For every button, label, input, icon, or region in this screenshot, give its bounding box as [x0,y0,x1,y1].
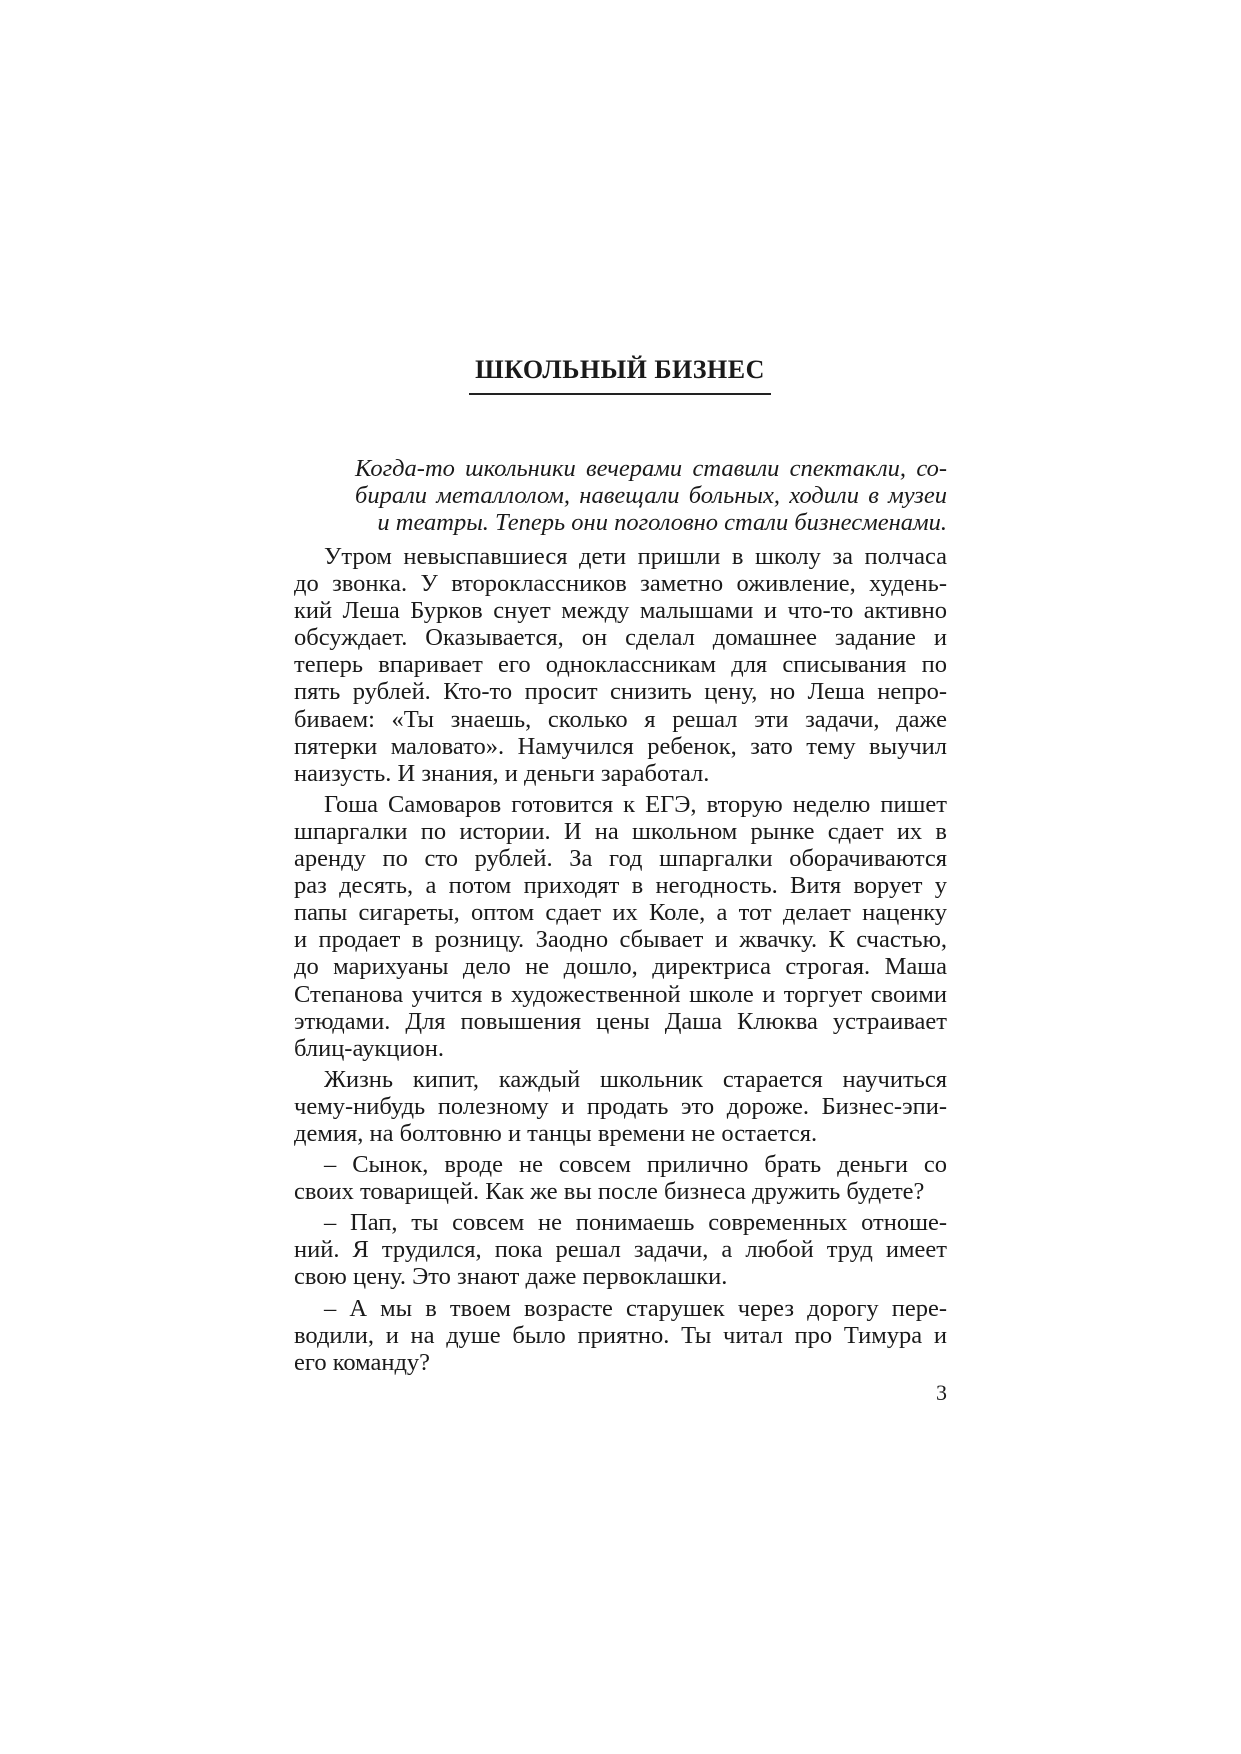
text-line: пятерки маловато». Намучился ребенок, зато тему выучил [294,732,947,760]
dialogue-paragraph [294,1209,947,1290]
text-line: – Сынок, вроде не совсем прилично брать деньги со [324,1151,947,1179]
text-line: до звонка. У второклассников заметно оживление, худень- [294,570,947,598]
text-line: и продает в розницу. Заодно сбывает и жвачку. К счастью, [294,926,947,954]
text-line: – Пап, ты совсем не понимаешь современных отноше- [324,1209,947,1237]
title-underline [469,393,771,395]
paragraph [294,1066,947,1147]
chapter-title: ШКОЛЬНЫЙ БИЗНЕС [475,355,765,384]
text-line: до марихуаны дело не дошло, директриса строгая. Маша [294,953,947,981]
text-line: кий Леша Бурков снует между малышами и что-то активно [294,597,947,625]
dialogue-paragraph [294,1295,947,1376]
text-line: – А мы в твоем возрасте старушек через дорогу пере- [324,1294,947,1322]
chapter-title-block [470,355,770,385]
text-line: его команду? [294,1348,431,1376]
text-line: ний. Я трудился, пока решал задачи, а любой труд имеет [294,1236,947,1264]
page-number: 3 [936,1380,947,1405]
dialogue-paragraph [294,1151,947,1205]
text-line: Степанова учится в художественной школе и торгует своими [294,980,947,1008]
text-line: свою цену. Это знают даже первоклашки. [294,1263,728,1291]
body-text [294,543,947,1376]
epigraph-line: бирали металлолом, навещали больных, ходили в музеи [355,482,947,510]
paragraph [294,791,947,1062]
paragraph [294,543,947,787]
text-line: демия, на болтовню и танцы времени не остается. [294,1119,818,1147]
text-line: обсуждает. Оказывается, он сделал домашнее задание и [294,624,947,652]
text-line: теперь впаривает его одноклассникам для списывания по [294,651,947,679]
text-line: блиц-аукцион. [294,1034,444,1062]
text-line: Утром невыспавшиеся дети пришли в школу за полчаса [324,543,947,570]
epigraph [355,454,947,535]
epigraph-line: и театры. Теперь они поголовно стали бизнесменами. [377,509,947,537]
text-line: шпаргалки по истории. И на школьном рынке сдает их в [294,817,947,845]
text-line: аренду по сто рублей. За год шпаргалки оборачиваются [294,845,947,873]
epigraph-line: Когда-то школьники вечерами ставили спектакли, со- [355,455,947,482]
text-line: водили, и на душе было приятно. Ты читал про Тимура и [294,1321,947,1349]
text-line: папы сигареты, оптом сдает их Коле, а тот делает наценку [294,899,947,927]
text-line: своих товарищей. Как же вы после бизнеса дружить будете? [294,1178,925,1206]
text-line: пять рублей. Кто-то просит снизить цену, но Леша непро- [294,678,947,706]
text-line: раз десять, а потом приходят в негодность. Витя ворует у [294,872,947,900]
text-line: этюдами. Для повышения цены Даша Клюква устраивает [294,1007,947,1035]
text-line: биваем: «Ты знаешь, сколько я решал эти задачи, даже [294,705,947,733]
text-line: Гоша Самоваров готовится к ЕГЭ, вторую неделю пишет [324,790,947,818]
text-line: Жизнь кипит, каждый школьник старается научиться [324,1065,947,1093]
text-line: наизусть. И знания, и деньги заработал. [294,759,710,787]
text-line: чему-нибудь полезному и продать это дороже. Бизнес-эпи- [294,1092,947,1120]
